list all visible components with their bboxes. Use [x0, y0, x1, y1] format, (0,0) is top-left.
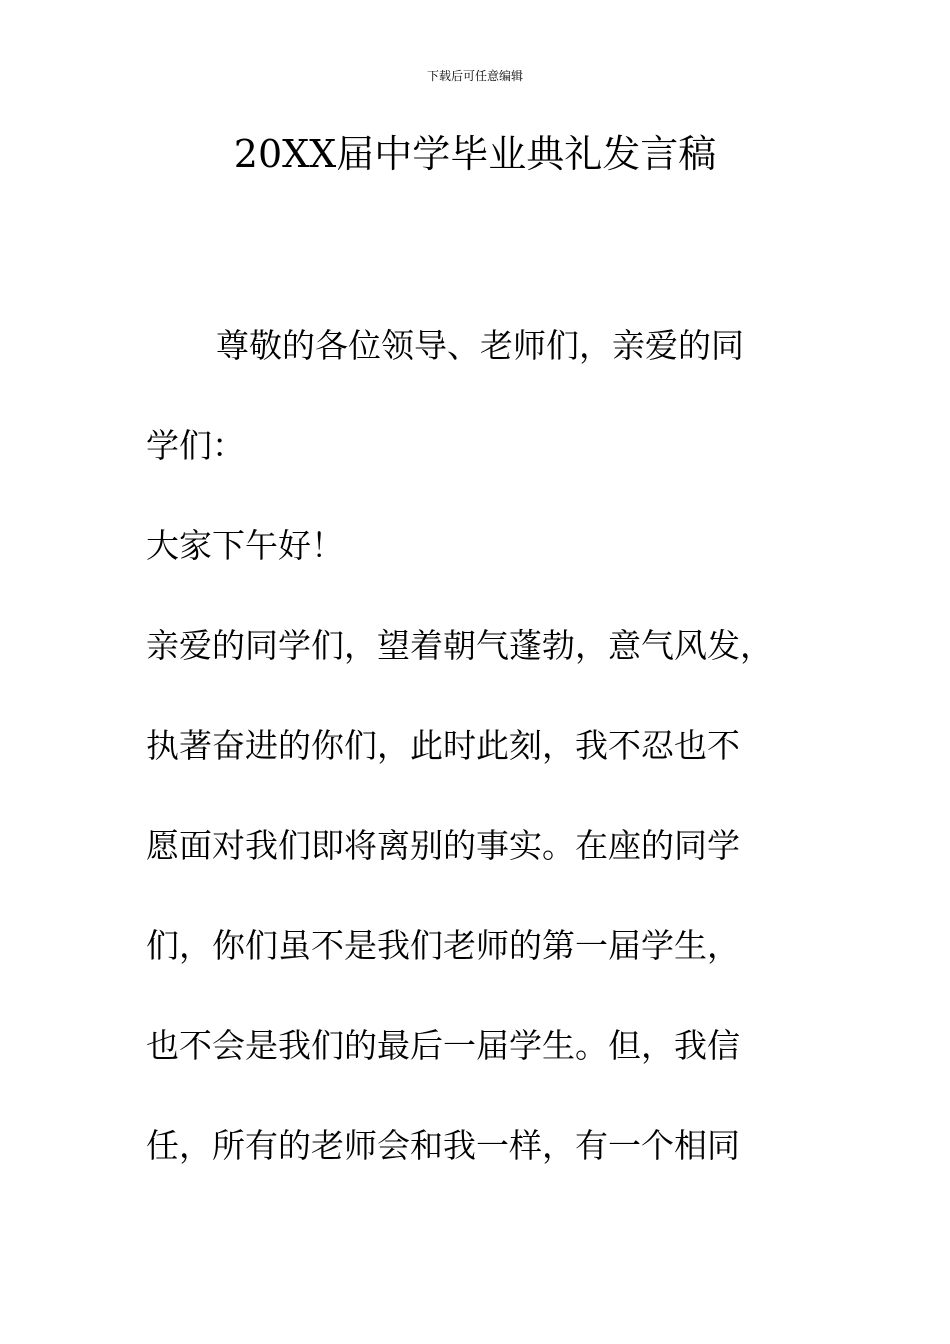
- body-line: 大家下午好！: [146, 526, 344, 565]
- header-note: 下载后可任意编辑: [426, 69, 523, 83]
- body-line: 们，你们虽不是我们老师的第一届学生，: [146, 926, 740, 965]
- body-line: 亲爱的同学们，望着朝气蓬勃，意气风发，: [146, 626, 773, 665]
- body-line: 也不会是我们的最后一届学生。但，我信: [146, 1026, 740, 1065]
- body-line: 学们：: [146, 426, 245, 465]
- document-title: 20XX届中学毕业典礼发言稿: [233, 132, 717, 176]
- body-line: 愿面对我们即将离别的事实。在座的同学: [146, 826, 740, 865]
- body-line: 执著奋进的你们，此时此刻，我不忍也不: [146, 726, 740, 765]
- body-line: 任，所有的老师会和我一样，有一个相同: [146, 1126, 740, 1165]
- body-line: 尊敬的各位领导、老师们，亲爱的同: [216, 326, 744, 365]
- document-body: [146, 296, 806, 1196]
